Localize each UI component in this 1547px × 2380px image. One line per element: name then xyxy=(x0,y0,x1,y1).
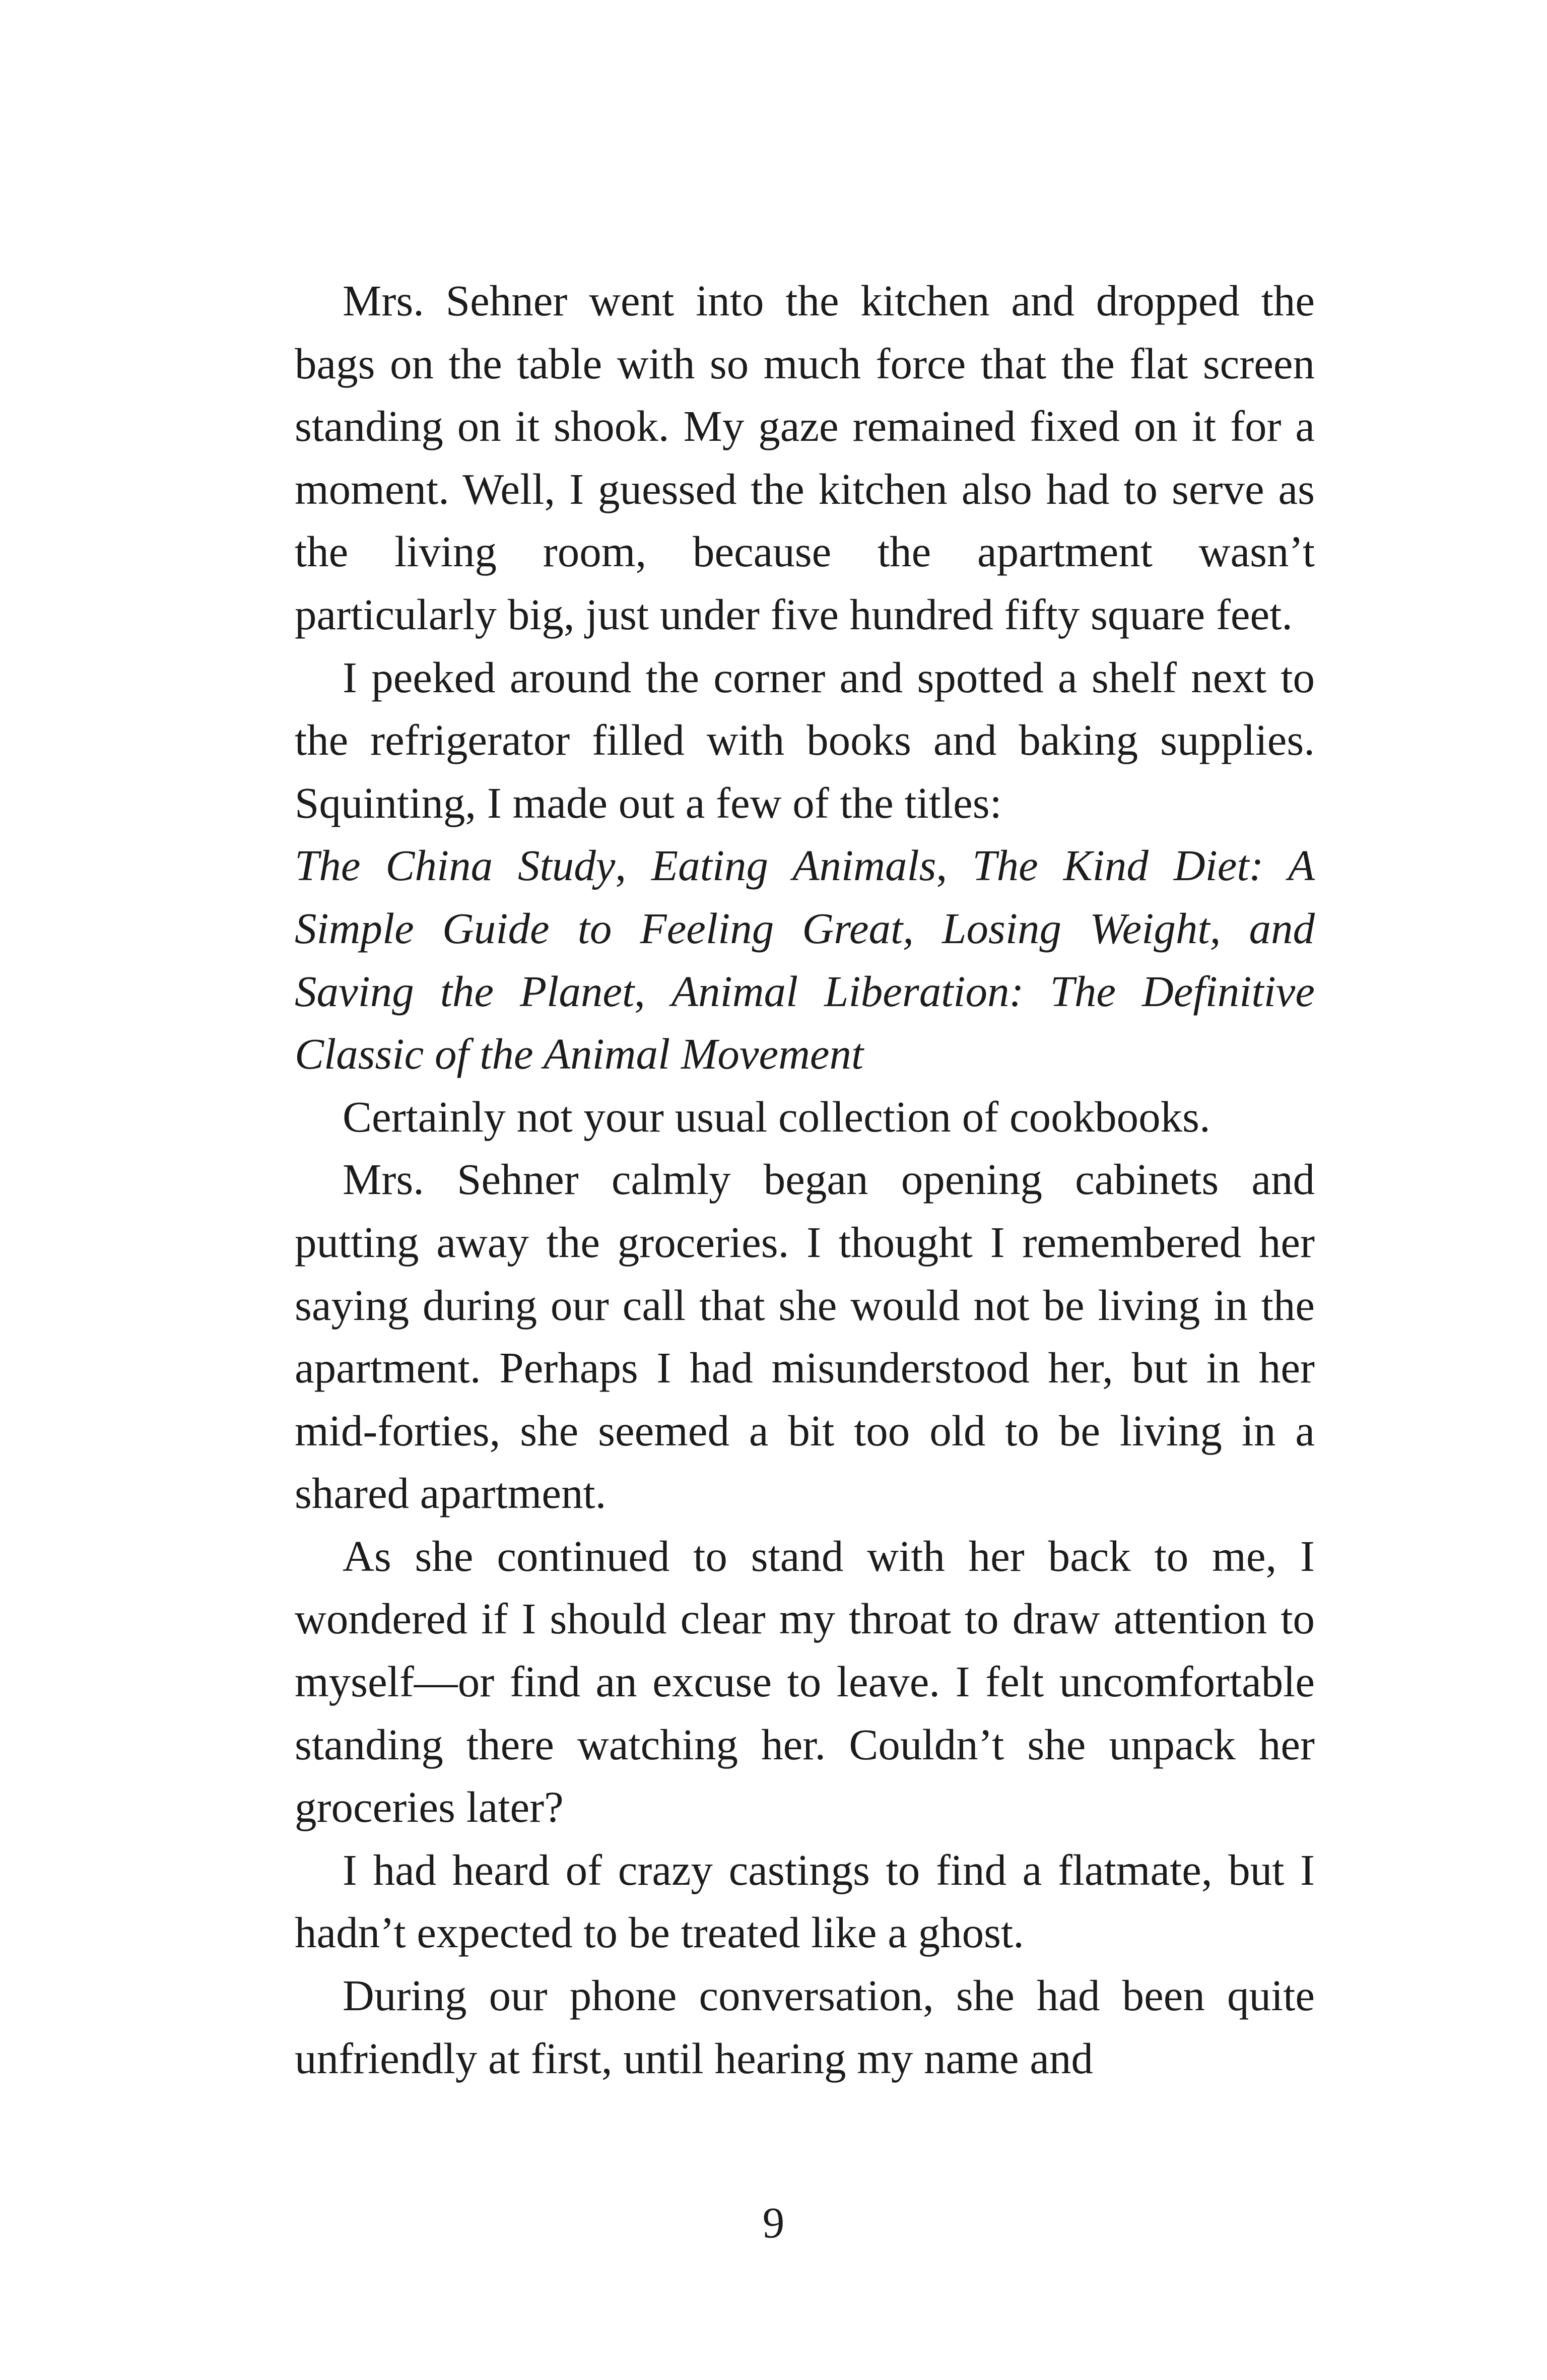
page-number: 9 xyxy=(762,2198,785,2247)
paragraph: Mrs. Sehner went into the kitchen and dropped the bags on the table with so much force that the flat screen standing on it shook. My gaze remained fixed on it for a moment. Well, I guessed the kitchen also had to serve as the living room, because the apartment wasn’t particularly big, just under five hundred fifty square feet. xyxy=(295,276,1315,639)
paragraph: As she continued to stand with her back to me, I wondered if I should clear my throat to draw attention to myself—or find an excuse to leave. I felt uncomfortable standing there watching her. Couldn’t she unpack her groceries later? xyxy=(295,1531,1315,1832)
paragraph: Certainly not your usual collection of cookbooks. xyxy=(343,1092,1210,1141)
paragraph: I had heard of crazy castings to find a flatmate, but I hadn’t expected to be treated like a ghost. xyxy=(295,1845,1315,1957)
paragraph: During our phone conversation, she had been quite unfriendly at first, until hearing my name and xyxy=(295,1971,1315,2083)
body-text xyxy=(295,270,1315,2090)
title-separator: , xyxy=(615,841,652,890)
title-separator: , xyxy=(634,966,671,1016)
paragraph: Mrs. Sehner calmly began opening cabinets and putting away the groceries. I thought I remembered her saying during our call that she would not be living in the apartment. Perhaps I had misunderstood her, but in her mid-forties, she seemed a bit too old to be living in a shared apartment. xyxy=(295,1155,1315,1518)
book-title: Animal Liberation: The Definitive Classic of the Animal Movement xyxy=(295,966,1315,1079)
book-title: The China Study xyxy=(295,841,616,890)
book-title: The Kind Diet: A Simple Guide to Feeling Great, Losing Weight, and Saving the Planet xyxy=(295,841,1315,1016)
paragraph: I peeked around the corner and spotted a shelf next to the refrigerator filled with books and baking supplies. Squinting, I made out a few of the titles: xyxy=(295,652,1315,827)
title-separator: , xyxy=(936,841,973,890)
book-title-list xyxy=(295,834,1315,1085)
book-title: Eating Animals xyxy=(651,841,936,890)
